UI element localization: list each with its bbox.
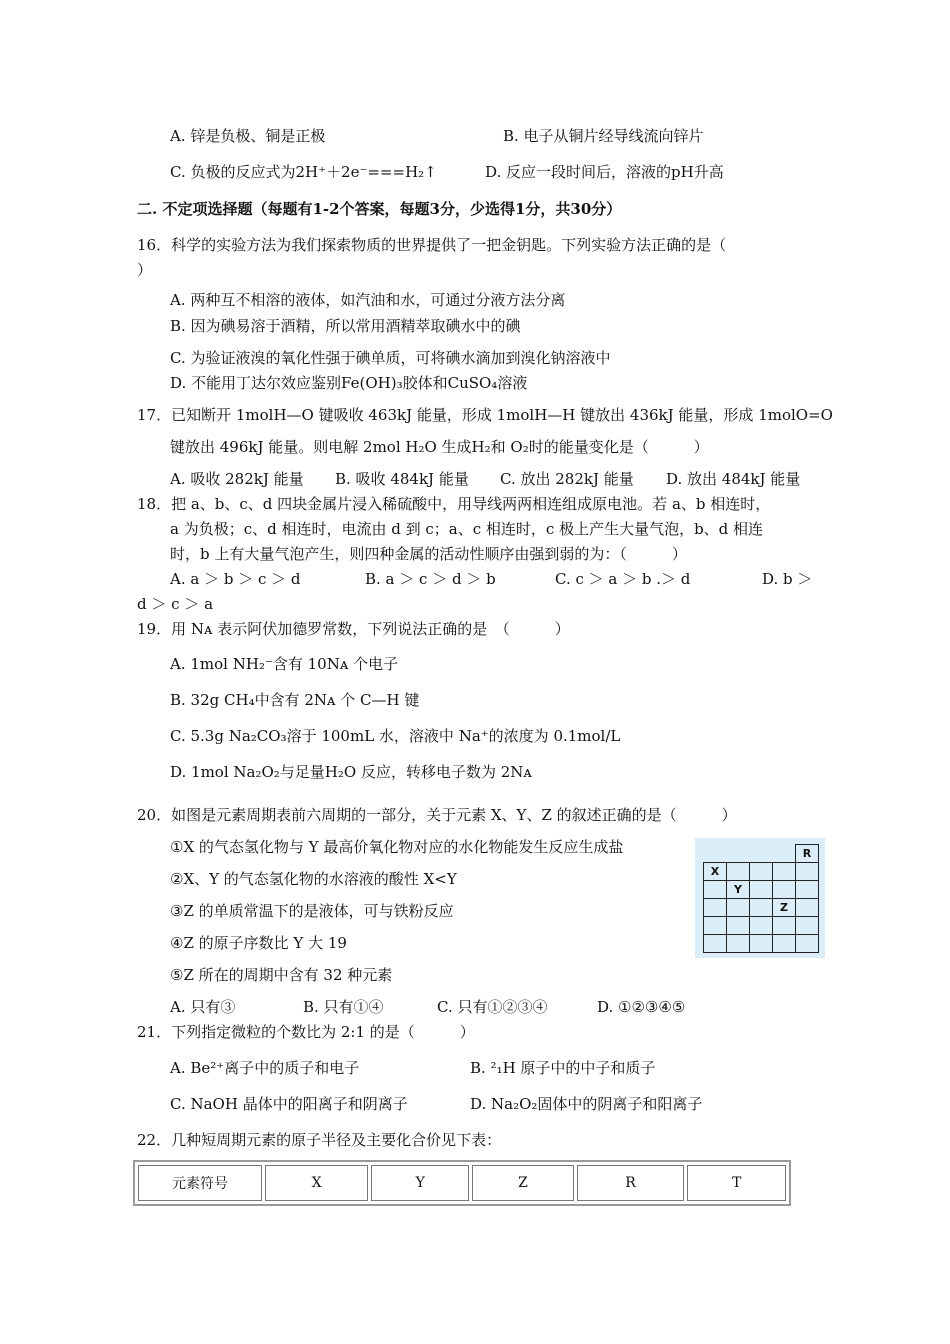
q16-option-b: B. 因为碘易溶于酒精，所以常用酒精萃取碘水中的碘 bbox=[170, 317, 521, 335]
grid-cell bbox=[773, 917, 796, 935]
q16-stem-line-1: 16．科学的实验方法为我们探索物质的世界提供了一把金钥匙。下列实验方法正确的是（ bbox=[137, 236, 727, 254]
q18-option-d-part-2: d ＞ c ＞ a bbox=[137, 595, 214, 613]
q18-stem-line-2: a 为负极；c、d 相连时，电流由 d 到 c；a、c 相连时，c 极上产生大量气泡，b、d 相连 bbox=[170, 520, 764, 538]
grid-cell bbox=[750, 917, 773, 935]
grid-cell bbox=[727, 845, 750, 863]
grid-cell bbox=[773, 845, 796, 863]
grid-cell bbox=[727, 899, 750, 917]
q17-stem-line-2: 键放出 496kJ 能量。则电解 2mol H₂O 生成H₂和 O₂时的能量变化是（ ） bbox=[170, 438, 709, 456]
q20-statement-5: ⑤Z 所在的周期中含有 32 种元素 bbox=[170, 966, 393, 984]
q17-option-d: D. 放出 484kJ 能量 bbox=[666, 470, 801, 488]
q16-option-a: A. 两种互不相溶的液体，如汽油和水，可通过分液方法分离 bbox=[170, 291, 566, 309]
q19-stem: 19．用 Nᴀ 表示阿伏加德罗常数，下列说法正确的是 （ ） bbox=[137, 620, 570, 638]
q20-statement-2: ②X、Y 的气态氢化物的水溶液的酸性 X<Y bbox=[170, 870, 457, 888]
grid-cell-y: Y bbox=[727, 881, 750, 899]
element-table bbox=[133, 1160, 791, 1206]
grid-cell bbox=[704, 917, 727, 935]
q17-stem-line-1: 17．已知断开 1molH—O 键吸收 463kJ 能量，形成 1molH—H 键放出 436kJ 能量，形成 1molO=O bbox=[137, 406, 833, 424]
grid-cell bbox=[796, 899, 819, 917]
q16-option-d: D. 不能用丁达尔效应鉴别Fe(OH)₃胶体和CuSO₄溶液 bbox=[170, 374, 528, 392]
periodic-table-grid bbox=[703, 844, 819, 953]
header-cell-t: T bbox=[687, 1165, 786, 1201]
q19-option-b: B. 32g CH₄中含有 2Nᴀ 个 C—H 键 bbox=[170, 691, 420, 709]
grid-cell bbox=[750, 863, 773, 881]
grid-cell bbox=[773, 881, 796, 899]
header-cell-z: Z bbox=[472, 1165, 574, 1201]
grid-cell-r: R bbox=[796, 845, 819, 863]
q17-option-a: A. 吸收 282kJ 能量 bbox=[170, 470, 304, 488]
periodic-table-fragment-figure bbox=[695, 838, 825, 958]
grid-cell bbox=[796, 935, 819, 953]
grid-cell bbox=[750, 899, 773, 917]
grid-cell bbox=[704, 881, 727, 899]
q21-stem: 21．下列指定微粒的个数比为 2:1 的是（ ） bbox=[137, 1023, 475, 1041]
q19-option-a: A. 1mol NH₂⁻含有 10Nᴀ 个电子 bbox=[170, 655, 399, 673]
grid-cell bbox=[750, 845, 773, 863]
q21-option-b: B. ²₁H 原子中的中子和质子 bbox=[470, 1059, 656, 1077]
element-table-header-row bbox=[138, 1165, 786, 1201]
q19-option-d: D. 1mol Na₂O₂与足量H₂O 反应，转移电子数为 2Nᴀ bbox=[170, 763, 532, 781]
grid-cell bbox=[796, 917, 819, 935]
q21-option-d: D. Na₂O₂固体中的阴离子和阳离子 bbox=[470, 1095, 703, 1113]
header-cell-y: Y bbox=[371, 1165, 469, 1201]
grid-cell-z: Z bbox=[773, 899, 796, 917]
q15-option-a: A. 锌是负极、铜是正极 bbox=[170, 127, 326, 145]
element-table-grid bbox=[135, 1162, 789, 1204]
q18-stem-line-3: 时，b 上有大量气泡产生，则四种金属的活动性顺序由强到弱的为：（ ） bbox=[170, 545, 687, 563]
q20-statement-3: ③Z 的单质常温下的是液体，可与铁粉反应 bbox=[170, 902, 454, 920]
header-cell-r: R bbox=[577, 1165, 685, 1201]
q20-option-c: C. 只有①②③④ bbox=[437, 998, 548, 1016]
q21-option-a: A. Be²⁺离子中的质子和电子 bbox=[170, 1059, 360, 1077]
q18-option-a: A. a ＞ b ＞ c ＞ d bbox=[170, 570, 301, 588]
grid-cell bbox=[750, 935, 773, 953]
q17-option-c: C. 放出 282kJ 能量 bbox=[500, 470, 634, 488]
q20-stem: 20．如图是元素周期表前六周期的一部分，关于元素 X、Y、Z 的叙述正确的是（ ） bbox=[137, 806, 737, 824]
q19-option-c: C. 5.3g Na₂CO₃溶于 100mL 水，溶液中 Na⁺的浓度为 0.1mol/L bbox=[170, 727, 621, 745]
header-cell-symbol: 元素符号 bbox=[138, 1165, 262, 1201]
grid-cell bbox=[773, 935, 796, 953]
q16-option-c: C. 为验证液溴的氧化性强于碘单质，可将碘水滴加到溴化钠溶液中 bbox=[170, 349, 611, 367]
q15-option-b: B. 电子从铜片经导线流向锌片 bbox=[503, 127, 704, 145]
q20-statement-1: ①X 的气态氢化物与 Y 最高价氧化物对应的水化物能发生反应生成盐 bbox=[170, 838, 624, 856]
q22-stem: 22．几种短周期元素的原子半径及主要化合价见下表： bbox=[137, 1131, 502, 1149]
q18-option-c: C. c ＞ a ＞ b .＞ d bbox=[555, 570, 691, 588]
grid-cell bbox=[796, 863, 819, 881]
grid-cell bbox=[727, 863, 750, 881]
grid-cell bbox=[727, 917, 750, 935]
grid-cell bbox=[704, 935, 727, 953]
q20-statement-4: ④Z 的原子序数比 Y 大 19 bbox=[170, 934, 347, 952]
q21-option-c: C. NaOH 晶体中的阳离子和阴离子 bbox=[170, 1095, 408, 1113]
grid-cell bbox=[750, 881, 773, 899]
q18-option-b: B. a ＞ c ＞ d ＞ b bbox=[365, 570, 496, 588]
q15-option-d: D. 反应一段时间后，溶液的pH升高 bbox=[485, 163, 724, 181]
q17-option-b: B. 吸收 484kJ 能量 bbox=[335, 470, 469, 488]
q15-option-c: C. 负极的反应式为2H⁺＋2e⁻===H₂↑ bbox=[170, 163, 437, 181]
grid-cell bbox=[704, 899, 727, 917]
grid-cell-x: X bbox=[704, 863, 727, 881]
grid-cell bbox=[796, 881, 819, 899]
q20-option-b: B. 只有①④ bbox=[303, 998, 384, 1016]
q18-stem-line-1: 18．把 a、b、c、d 四块金属片浸入稀硫酸中，用导线两两相连组成原电池。若 a、b 相连时， bbox=[137, 495, 771, 513]
section-2-heading: 二. 不定项选择题（每题有1-2个答案，每题3分，少选得1分，共30分） bbox=[137, 200, 622, 218]
grid-cell bbox=[727, 935, 750, 953]
grid-cell bbox=[773, 863, 796, 881]
header-cell-x: X bbox=[265, 1165, 368, 1201]
grid-cell bbox=[704, 845, 727, 863]
q18-option-d-part-1: D. b ＞ bbox=[762, 570, 813, 588]
q20-option-d: D. ①②③④⑤ bbox=[597, 998, 686, 1016]
q16-stem-line-2: ） bbox=[137, 261, 153, 279]
q20-option-a: A. 只有③ bbox=[170, 998, 236, 1016]
